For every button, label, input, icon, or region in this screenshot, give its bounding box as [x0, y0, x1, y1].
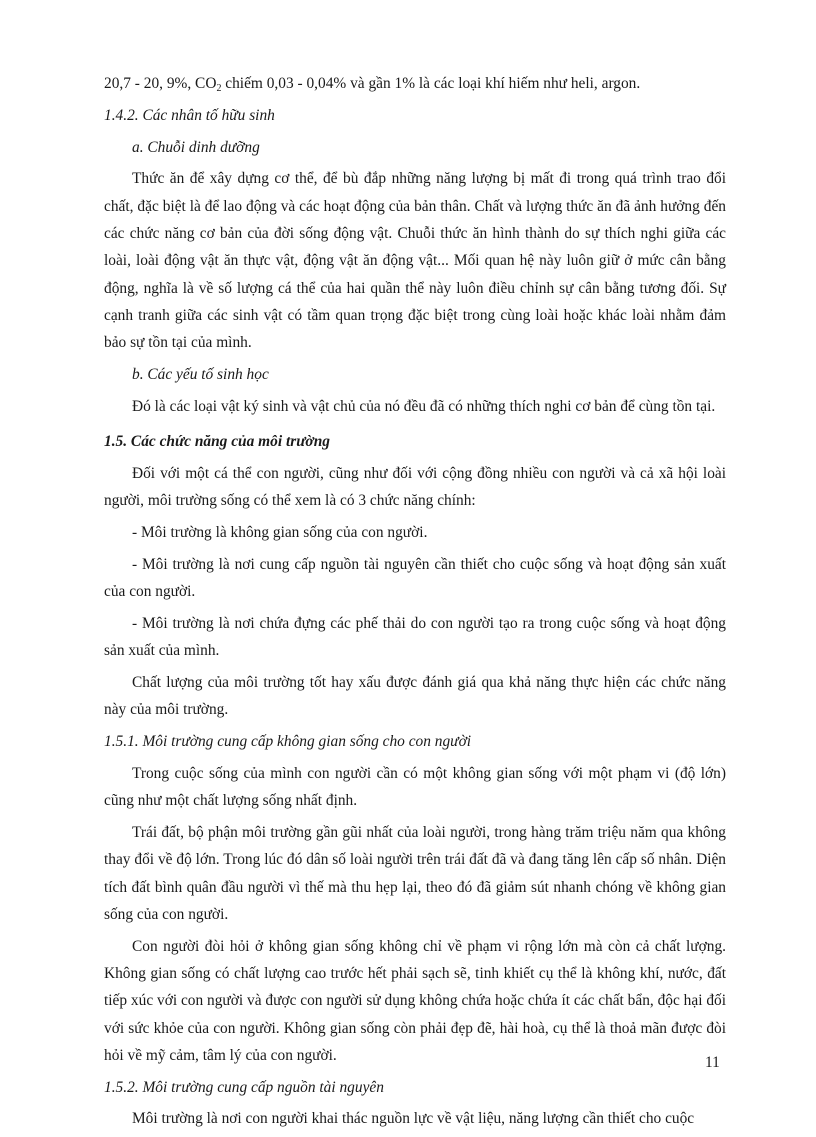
section-heading: 1.4.2. Các nhân tố hữu sinh	[104, 106, 275, 124]
paragraph: Chất lượng của môi trường tốt hay xấu được đánh giá qua khả năng thực hiện các chức năng này của môi trường.	[104, 673, 726, 719]
continuation-line	[104, 70, 726, 97]
paragraph: Thức ăn để xây dựng cơ thể, để bù đắp những năng lượng bị mất đi trong quá trình trao đổi chất, đặc biệt là để lao động và các hoạt động của bản thân. Chất và lượng thức ăn đã ảnh hưởng đến các chức năng cơ bản của đời sống động vật. Chuỗi thức ăn hình thành do sự thích nghi giữa các loài, loài động vật ăn thực vật, động vật ăn động vật... Mối quan hệ này luôn giữ ở mức cân bằng động, nghĩa là về số lượng cá thể của hai quần thể này luôn điều chỉnh sự cân bằng tương đối. Sự cạnh tranh giữa các sinh vật có tầm quan trọng đặc biệt trong cùng loài hoặc khác loài nhằm đảm bảo sự tồn tại của mình.	[104, 170, 726, 352]
paragraph: Con người đòi hỏi ở không gian sống không chỉ về phạm vi rộng lớn mà còn cả chất lượng. Không gian sống có chất lượng cao trước hết phải sạch sẽ, tinh khiết cụ thể là không khí, nước, đất tiếp xúc với con người và được con người sử dụng không chứa hoặc chứa ít các chất bẩn, độc hại đối với sức khỏe của con người. Không gian sống còn phải đẹp đẽ, hài hoà, cụ thể là thoả mãn được đòi hỏi về mỹ cảm, tâm lý của con người.	[104, 937, 726, 1064]
page-number: 11	[705, 1054, 720, 1071]
chapter-section-heading: 1.5. Các chức năng của môi trường	[104, 433, 330, 451]
paragraph: Trái đất, bộ phận môi trường gần gũi nhất của loài người, trong hàng trăm triệu năm qua không thay đổi về độ lớn. Trong lúc đó dân số loài người trên trái đất đã và đang tăng lên cấp số nhân. Diện tích đất bình quân đầu người vì thế mà thu hẹp lại, theo đó đã giảm sút nhanh chóng về không gian sống của con người.	[104, 823, 726, 923]
subsection-heading: a. Chuỗi dinh dưỡng	[132, 138, 260, 156]
paragraph: - Môi trường là nơi cung cấp nguồn tài nguyên cần thiết cho cuộc sống và hoạt động sản xuất của con người.	[104, 555, 726, 601]
paragraph: Đó là các loại vật ký sinh và vật chủ của nó đều đã có những thích nghi cơ bản để cùng tồn tại.	[132, 397, 716, 415]
page-body	[104, 70, 726, 1137]
subsection-heading: b. Các yếu tố sinh học	[132, 365, 269, 383]
paragraph: Đối với một cá thể con người, cũng như đối với cộng đồng nhiều con người và cả xã hội loài người, môi trường sống có thể xem là có 3 chức năng chính:	[104, 464, 726, 510]
paragraph: - Môi trường là không gian sống của con người.	[132, 523, 428, 541]
paragraph: Trong cuộc sống của mình con người cần có một không gian sống với một phạm vi (độ lớn) cũng như một chất lượng sống nhất định.	[104, 764, 726, 810]
co2-subscript: 2	[216, 83, 222, 94]
paragraph: Môi trường là nơi con người khai thác nguồn lực về vật liệu, năng lượng cần thiết cho cuộc	[132, 1110, 695, 1128]
continuation-line-end: chiếm 0,03 - 0,04% và gần 1% là các loại khí hiếm như heli, argon.	[221, 75, 641, 92]
continuation-line-start: 20,7 - 20, 9%, CO	[104, 75, 217, 92]
section-heading: 1.5.2. Môi trường cung cấp nguồn tài nguyên	[104, 1078, 384, 1096]
section-heading: 1.5.1. Môi trường cung cấp không gian sống cho con người	[104, 733, 472, 751]
paragraph: - Môi trường là nơi chứa đựng các phế thải do con người tạo ra trong cuộc sống và hoạt động sản xuất của mình.	[104, 614, 726, 660]
